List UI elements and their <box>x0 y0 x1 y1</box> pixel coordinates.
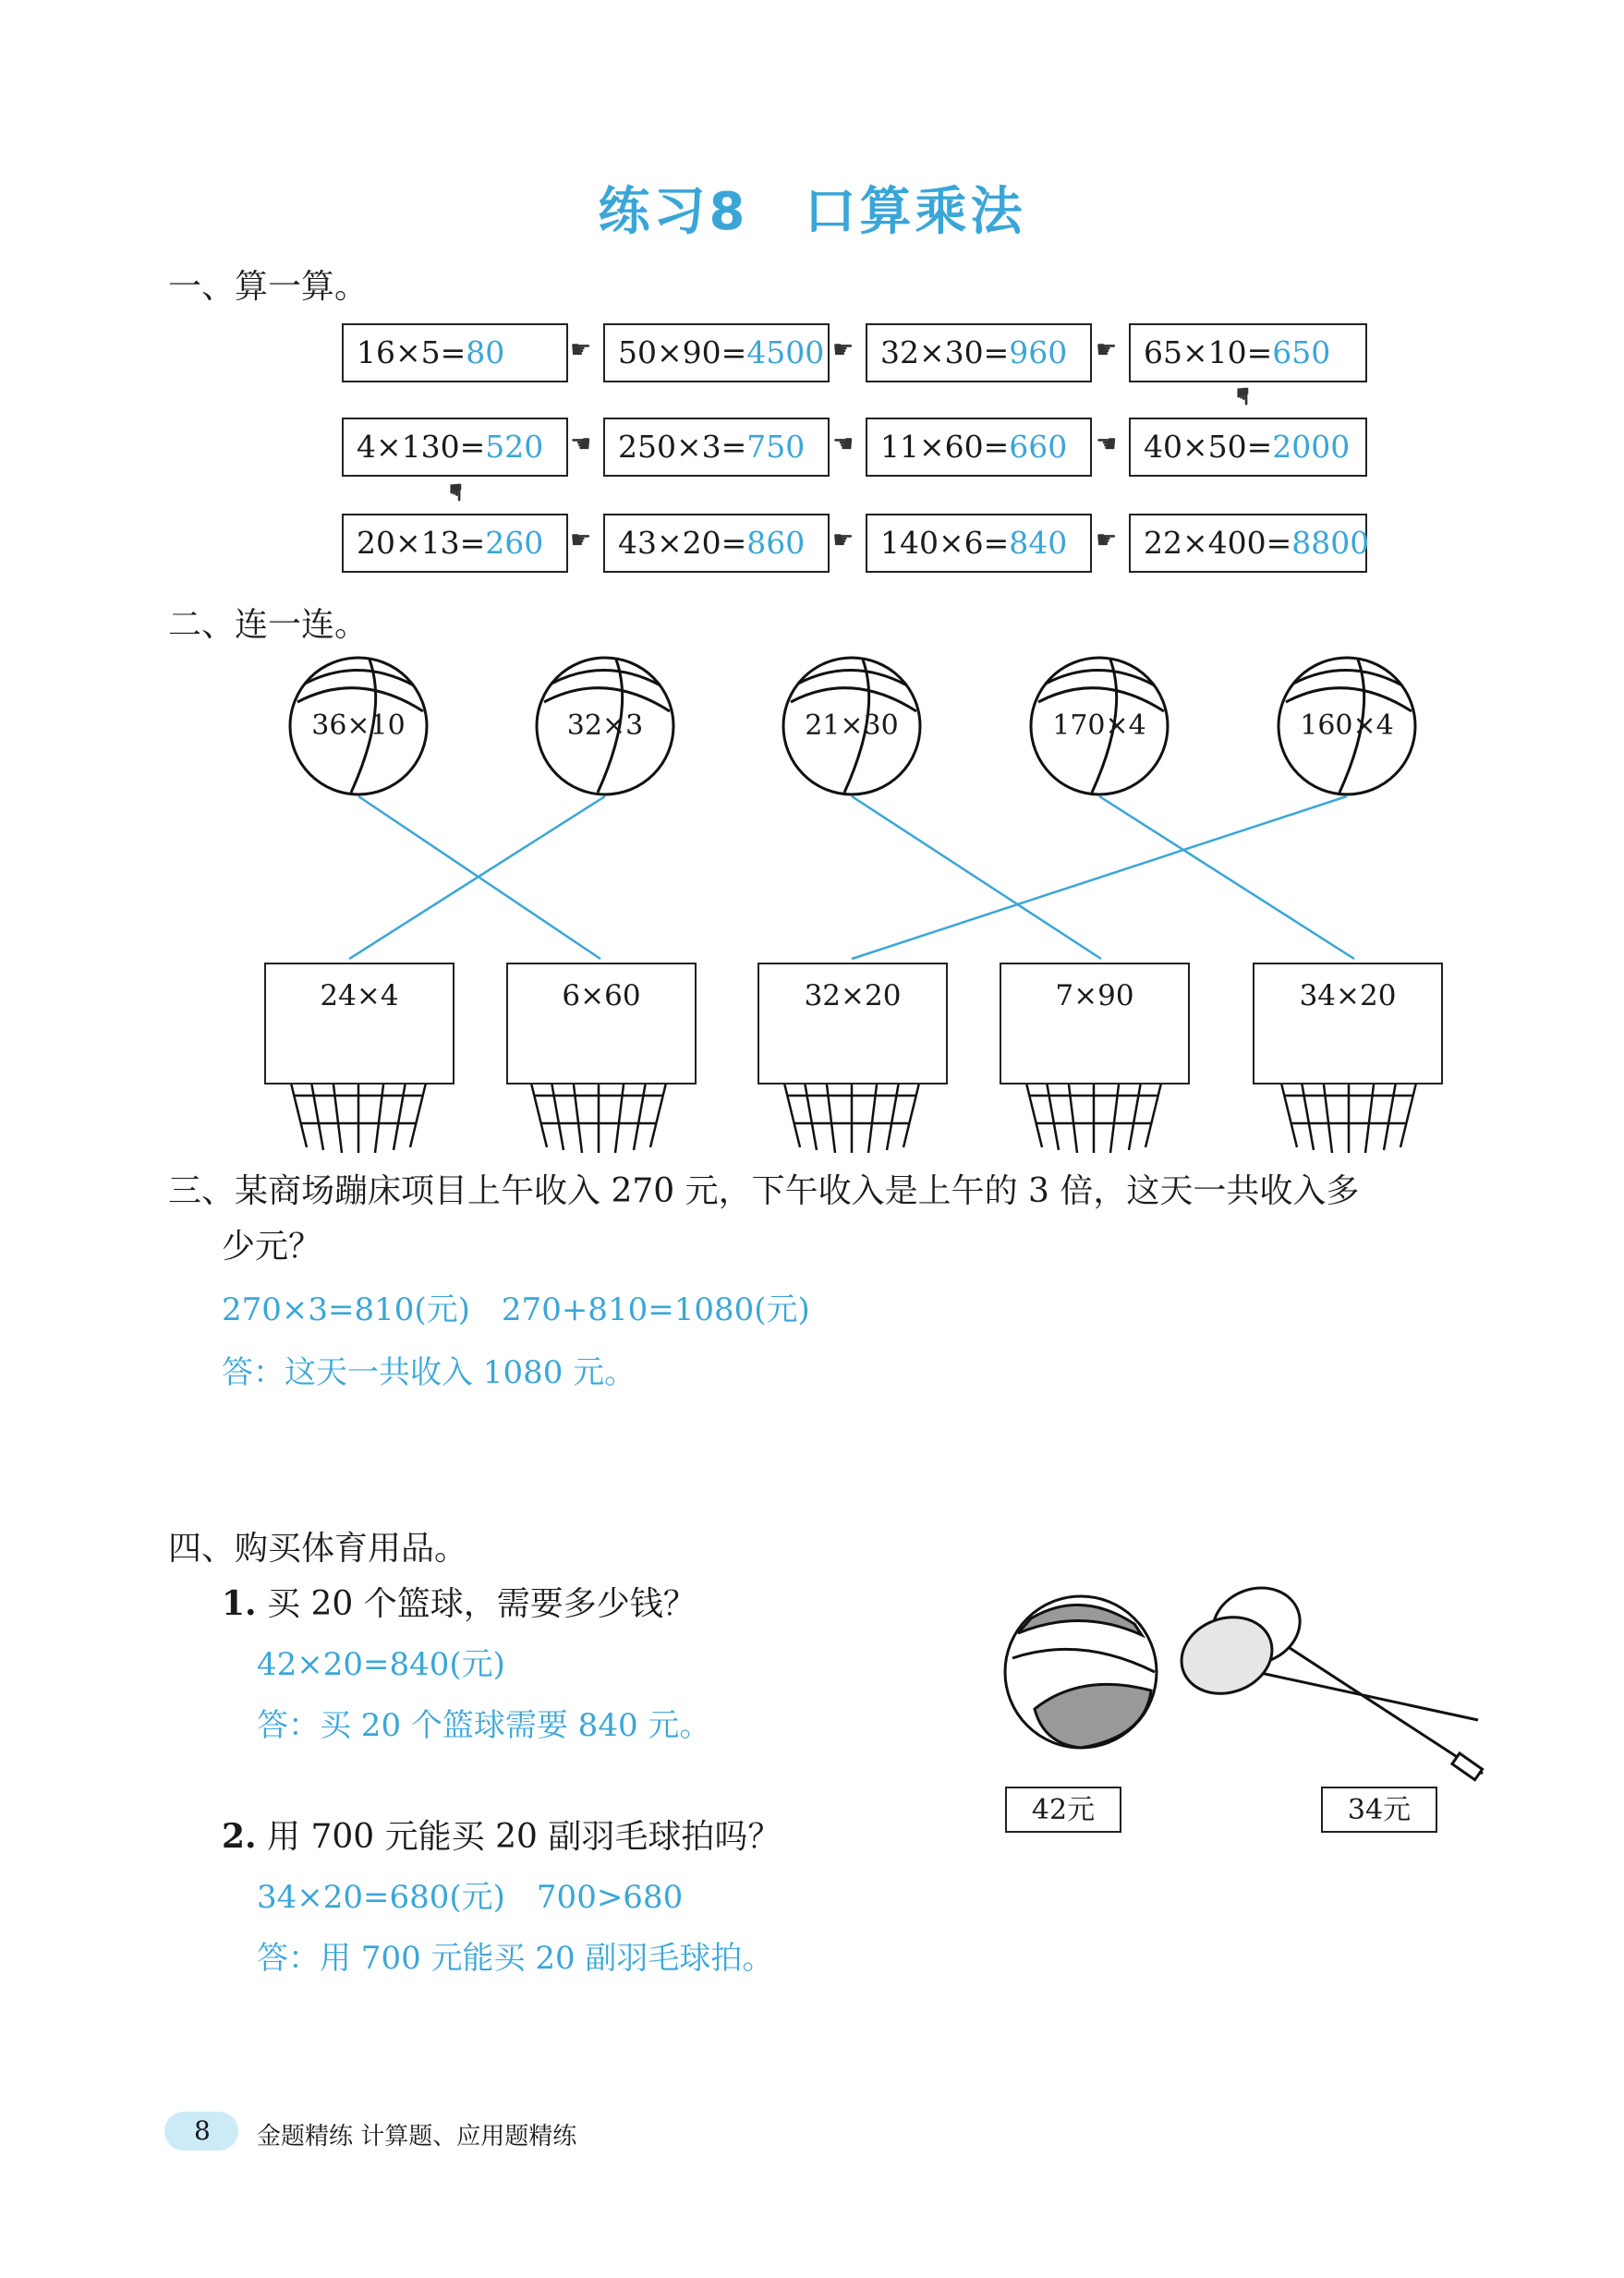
section3-question: 三、某商场蹦床项目上午收入 270 元，下午收入是上午的 3 倍，这天一共收入多 <box>168 1172 1360 1210</box>
calc-box: 22×400=8800 <box>1129 514 1367 573</box>
pointing-hand-right-icon: ☛ <box>832 336 854 364</box>
calc-answer: 520 <box>485 429 544 465</box>
calc-answer: 660 <box>1009 429 1068 465</box>
question-1-answer-statement: 答：买 20 个篮球需要 840 元。 <box>257 1707 711 1744</box>
connection-line <box>349 796 605 959</box>
backboard <box>506 963 697 1084</box>
calc-answer: 4500 <box>746 334 825 370</box>
ball-expression: 160×4 <box>1300 709 1394 742</box>
connection-line <box>852 796 1101 959</box>
calc-box: 4×130=520 <box>342 418 568 477</box>
backboard <box>757 963 948 1084</box>
board-expression: 34×20 <box>1299 979 1397 1012</box>
calc-box: 11×60=660 <box>866 418 1092 477</box>
backboard <box>264 963 454 1084</box>
pointing-hand-left-icon: ☛ <box>570 430 592 458</box>
pointing-hand-right-icon: ☛ <box>570 336 592 364</box>
pointing-hand-right-icon: ☛ <box>1096 336 1118 364</box>
question-2-answer-calc: 34×20=680(元) 700>680 <box>257 1879 684 1916</box>
pointing-hand-left-icon: ☛ <box>1096 430 1118 458</box>
connection-line <box>358 796 600 959</box>
pointing-hand-right-icon: ☛ <box>570 527 592 554</box>
section3-answer-statement: 答：这天一共收入 1080 元。 <box>222 1354 636 1391</box>
badminton-racket-icon <box>1170 1576 1483 1780</box>
calc-answer: 260 <box>485 525 544 561</box>
calc-box: 32×30=960 <box>866 323 1092 382</box>
question-2-answer-statement: 答：用 700 元能买 20 副羽毛球拍。 <box>257 1940 774 1977</box>
section3-answer-calc: 270×3=810(元) 270+810=1080(元) <box>222 1291 810 1328</box>
basketball-price-tag: 42元 <box>1005 1787 1121 1833</box>
basketball-icon <box>1005 1596 1157 1748</box>
connection-line <box>852 796 1347 959</box>
calc-box: 65×10=650 <box>1129 323 1367 382</box>
calc-answer: 650 <box>1272 334 1331 370</box>
board-expression: 24×4 <box>320 979 399 1012</box>
sports-goods-illustration <box>979 1570 1497 1792</box>
ball-expression: 32×3 <box>566 709 644 742</box>
page-title: 练习8 口算乘法 <box>598 182 1026 242</box>
book-title: 金题精练 计算题、应用题精练 <box>257 2123 577 2151</box>
connection-lines <box>349 796 1354 959</box>
calc-answer: 8800 <box>1291 525 1370 561</box>
calc-answer: 2000 <box>1272 429 1351 465</box>
backboard <box>1000 963 1190 1084</box>
calc-box: 250×3=750 <box>603 418 830 477</box>
board-expression: 6×60 <box>562 979 641 1012</box>
ball-expression: 170×4 <box>1052 709 1146 742</box>
calc-box: 50×90=4500 <box>603 323 830 382</box>
calc-answer: 840 <box>1009 525 1068 561</box>
pointing-hand-right-icon: ☛ <box>832 527 854 554</box>
calc-answer: 750 <box>746 429 806 465</box>
pointing-hand-down-icon: ☛ <box>441 481 469 503</box>
question-1-answer-calc: 42×20=840(元) <box>257 1646 505 1683</box>
pointing-hand-down-icon: ☛ <box>1228 385 1256 407</box>
question-1: 1. 买 20 个篮球，需要多少钱？ <box>222 1584 697 1623</box>
calc-box: 40×50=2000 <box>1129 418 1367 477</box>
ball-expression: 36×10 <box>311 709 406 742</box>
board-expression: 32×20 <box>804 979 902 1012</box>
calc-box: 140×6=840 <box>866 514 1092 573</box>
calc-answer: 960 <box>1009 334 1068 370</box>
racket-price-tag: 34元 <box>1321 1787 1437 1833</box>
connection-line <box>1099 796 1354 959</box>
calc-answer: 80 <box>466 334 505 370</box>
question-2: 2. 用 700 元能买 20 副羽毛球拍吗？ <box>222 1817 782 1856</box>
section3-question-cont: 少元？ <box>222 1228 322 1266</box>
backboard <box>1253 963 1443 1084</box>
calc-box: 20×13=260 <box>342 514 568 573</box>
calc-box: 43×20=860 <box>603 514 830 573</box>
section2-heading: 二、连一连。 <box>168 606 369 644</box>
pointing-hand-left-icon: ☛ <box>832 430 854 458</box>
calc-answer: 860 <box>746 525 806 561</box>
calc-box: 16×5=80 <box>342 323 568 382</box>
section1-heading: 一、算一算。 <box>168 268 369 306</box>
section4-heading: 四、购买体育用品。 <box>168 1530 468 1568</box>
ball-expression: 21×30 <box>805 709 899 742</box>
board-expression: 7×90 <box>1055 979 1134 1012</box>
page-number: 8 <box>164 2112 238 2151</box>
pointing-hand-right-icon: ☛ <box>1096 527 1118 554</box>
